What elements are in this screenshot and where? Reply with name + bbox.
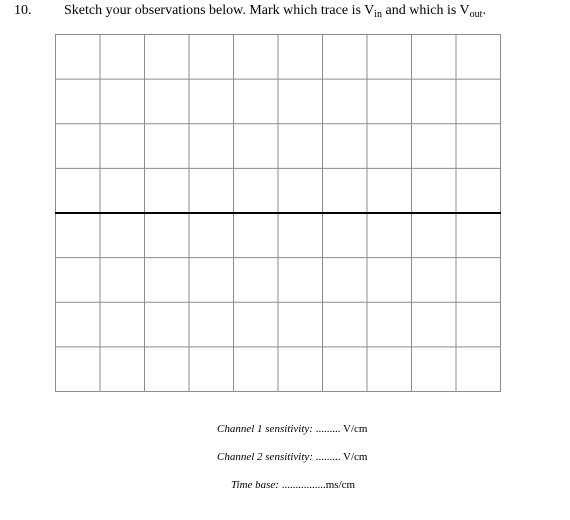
channel-2-sensitivity-unit: V/cm	[343, 451, 368, 463]
channel-2-sensitivity-field	[217, 451, 367, 463]
question-text-middle: and which is V	[382, 3, 470, 18]
question-text	[64, 3, 486, 20]
channel-1-sensitivity-label: Channel 1 sensitivity:	[217, 423, 313, 435]
oscilloscope-graticule[interactable]	[55, 34, 501, 397]
time-base-label: Time base:	[231, 479, 279, 491]
channel-2-sensitivity-label: Channel 2 sensitivity:	[217, 451, 313, 463]
question-text-end: .	[482, 3, 486, 18]
vin-subscript: in	[374, 9, 383, 20]
time-base-unit: ms/cm	[325, 479, 356, 491]
channel-2-sensitivity-blank[interactable]: .........	[315, 451, 341, 463]
graticule-svg	[55, 34, 501, 392]
time-base-field	[231, 479, 355, 491]
time-base-blank[interactable]: ................	[281, 479, 326, 491]
question-text-before: Sketch your observations below. Mark which trace is V	[64, 3, 375, 18]
question-number: 10.	[14, 3, 32, 18]
channel-1-sensitivity-field	[217, 423, 367, 435]
channel-1-sensitivity-unit: V/cm	[343, 423, 368, 435]
channel-1-sensitivity-blank[interactable]: .........	[315, 423, 341, 435]
vout-subscript: out	[469, 9, 483, 20]
